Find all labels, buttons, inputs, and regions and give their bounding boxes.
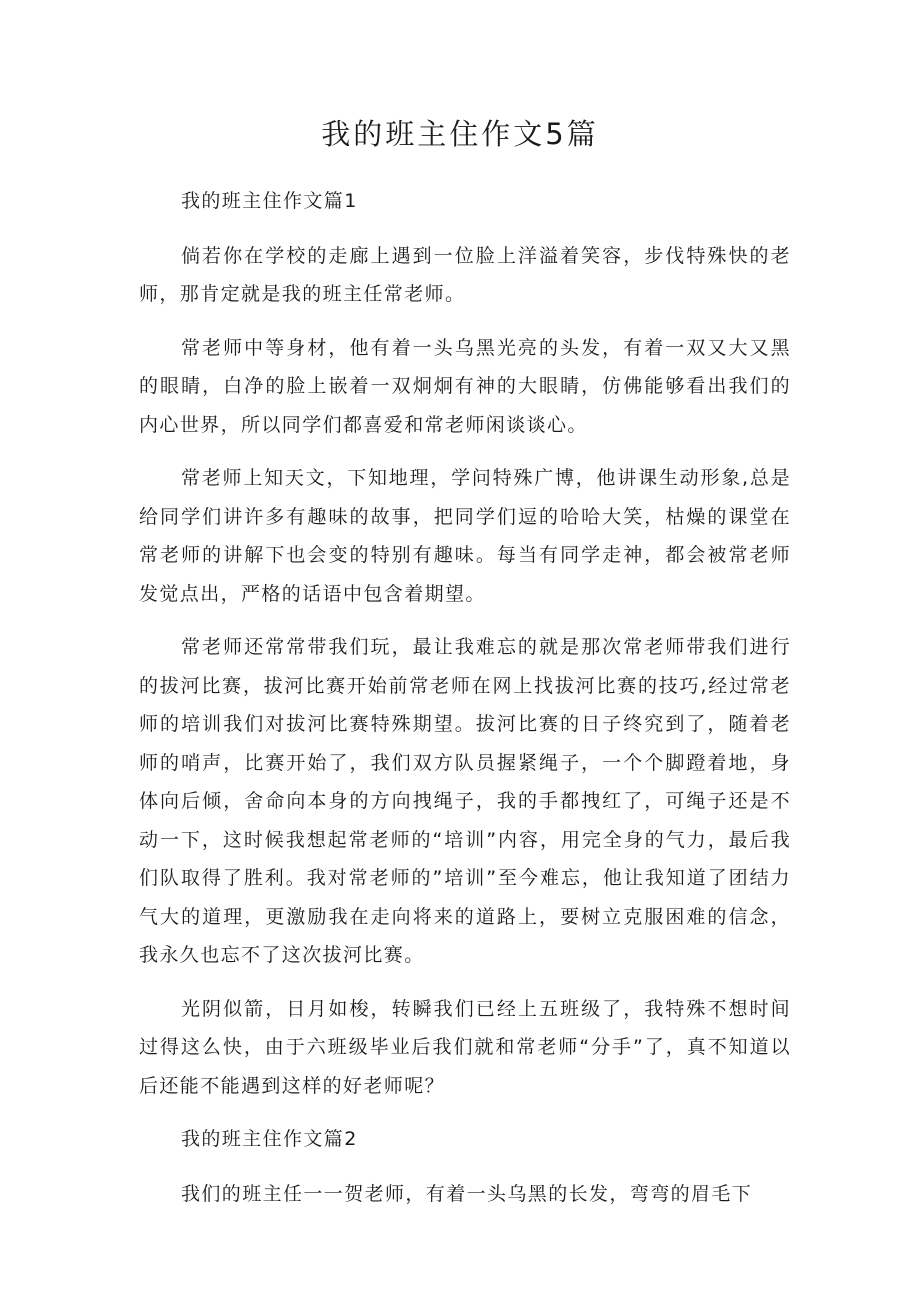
section-heading: 我的班主住作文篇2	[181, 1128, 358, 1150]
document-body	[139, 182, 791, 1228]
paragraph: 倘若你在学校的走廊上遇到一位脸上洋溢着笑容，步伐特殊快的老师，那肯定就是我的班主任常老师。	[139, 244, 791, 305]
paragraph: 光阴似箭，日月如梭，转瞬我们已经上五班级了，我特殊不想时间过得这么快，由于六班级毕业后我们就和常老师“分手”了，真不知道以后还能不能遇到这样的好老师呢？	[139, 997, 791, 1097]
paragraph: 常老师中等身材，他有着一头乌黑光亮的头发，有着一双又大又黑的眼睛，白净的脸上嵌着一双炯炯有神的大眼睛，仿佛能够看出我们的内心世界，所以同学们都喜爱和常老师闲谈谈心。	[139, 336, 791, 436]
section-heading: 我的班主住作文篇1	[181, 190, 358, 212]
document-title: 我的班主住作文5篇	[321, 117, 599, 151]
paragraph: 常老师还常常带我们玩，最让我难忘的就是那次常老师带我们进行的拔河比赛，拔河比赛开始前常老师在网上找拔河比赛的技巧,经过常老师的培训我们对拔河比赛特殊期望。拔河比赛的日子终究到了，随着老师的哨声，比赛开始了，我们双方队员握紧绳子，一个个脚蹬着地，身体向后倾，舍命向本身的方向拽绳子，我的手都拽红了，可绳子还是不动一下，这时候我想起常老师的“培训”内容，用完全身的气力，最后我们队取得了胜利。我对常老师的”培训”至今难忘，他让我知道了团结力气大的道理，更激励我在走向将来的道路上，要树立克服困难的信念，我永久也忘不了这次拔河比赛。	[139, 636, 791, 966]
paragraph: 常老师上知天文，下知地理，学问特殊广博，他讲课生动形象,总是给同学们讲许多有趣味的故事，把同学们逗的哈哈大笑，枯燥的课堂在常老师的讲解下也会变的特别有趣味。每当有同学走神，都会被常老师发觉点出，严格的话语中包含着期望。	[139, 467, 791, 605]
paragraph: 我们的班主任一一贺老师，有着一头乌黑的长发，弯弯的眉毛下	[181, 1182, 753, 1205]
